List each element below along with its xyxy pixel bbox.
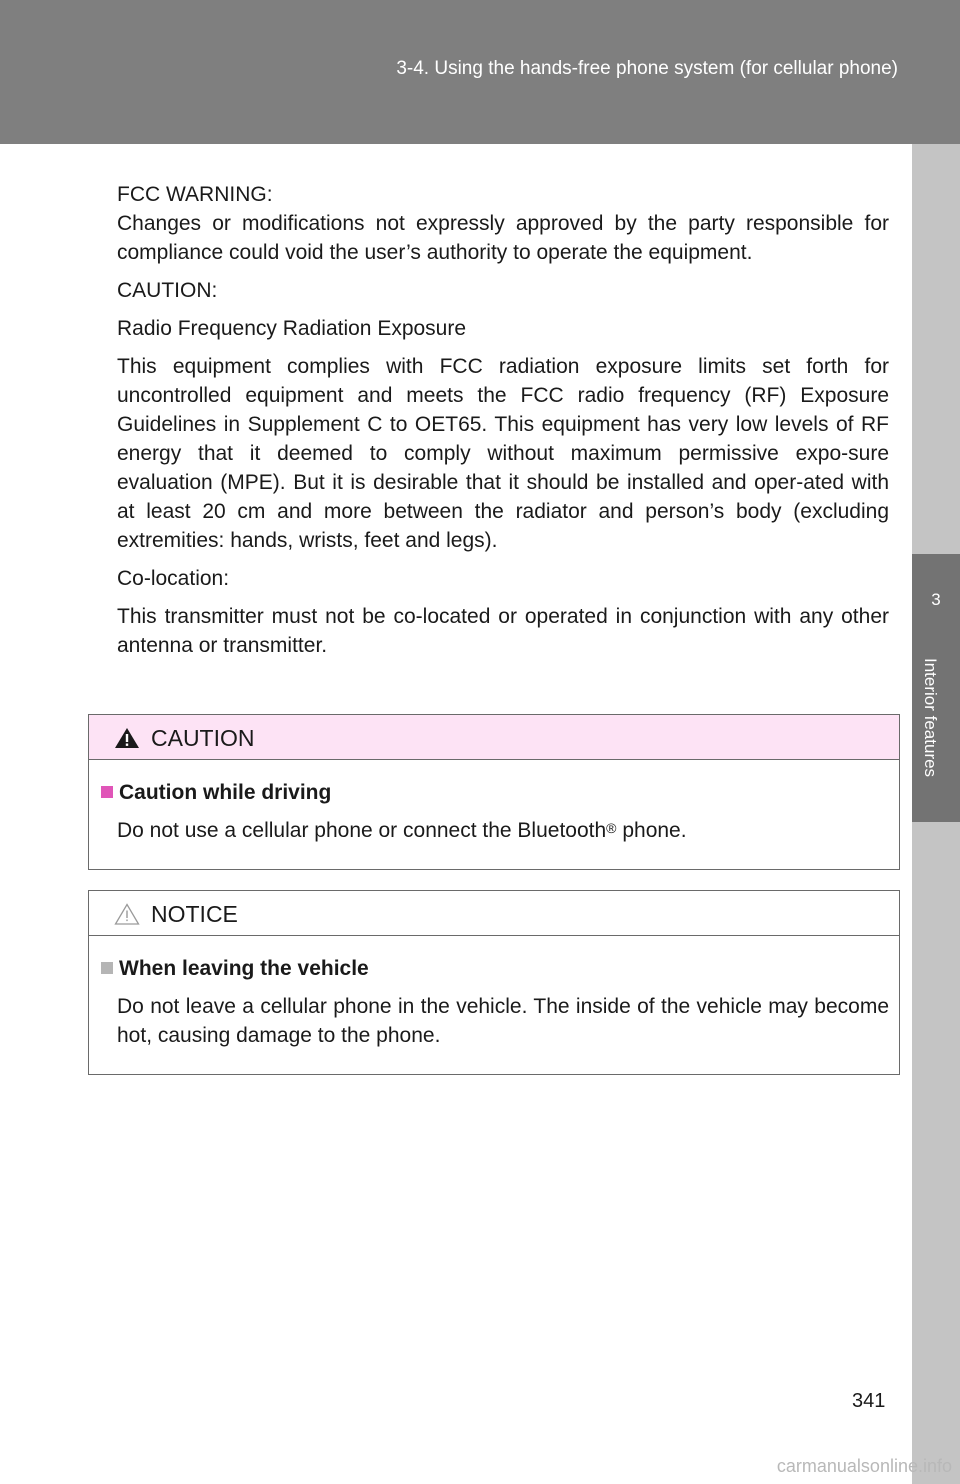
square-bullet-icon xyxy=(101,962,113,974)
section-title: 3-4. Using the hands-free phone system (for cellular phone) xyxy=(396,58,898,79)
notice-heading: When leaving the vehicle xyxy=(119,957,369,980)
main-text xyxy=(117,180,889,669)
warning-triangle-outline-icon xyxy=(114,903,140,930)
fcc-warning-text: Changes or modifications not expressly approved by the party responsible for compliance could void the user’s authority to operate the equipment. xyxy=(117,212,889,264)
notice-box xyxy=(88,890,900,1075)
colocation-text: This transmitter must not be co-located or operated in conjunction with any other antenna or transmitter. xyxy=(117,605,889,657)
square-bullet-icon xyxy=(101,786,113,798)
caution-heading: Caution while driving xyxy=(119,781,332,804)
caution-text: Do not use a cellular phone or connect the Bluetooth® phone. xyxy=(117,819,687,842)
caution-box-header xyxy=(89,715,899,760)
rf-text: This equipment complies with FCC radiation exposure limits set forth for uncontrolled equipment and meets the FCC radio frequency (RF) Exposure Guidelines in Supplement C to OET65. This equipment has very low levels of RF energy that it deemed to comply without maximum permissive expo-sure evaluation (MPE). But it is desirable that it should be installed and oper-ated with at least 20 cm and more between the radiator and person’s body (excluding extremities: hands, wrists, feet and legs). xyxy=(117,355,889,552)
caution-box-title: CAUTION xyxy=(151,725,255,751)
chapter-number: 3 xyxy=(931,590,941,609)
caution-label: CAUTION: xyxy=(117,279,218,302)
side-tab-upper xyxy=(912,144,960,554)
caution-box xyxy=(88,714,900,870)
warning-triangle-filled-icon xyxy=(114,727,140,754)
notice-text: Do not leave a cellular phone in the vehicle. The inside of the vehicle may become hot, causing damage to the phone. xyxy=(117,995,889,1047)
fcc-warning-label: FCC WARNING: xyxy=(117,183,273,206)
caution-box-body xyxy=(89,760,899,845)
notice-box-body xyxy=(89,936,899,1050)
watermark: carmanualsonline.info xyxy=(776,1456,952,1476)
chapter-tab xyxy=(912,554,960,822)
side-tab-lower xyxy=(912,822,960,1484)
chapter-label: Interior features xyxy=(921,658,940,778)
rf-title: Radio Frequency Radiation Exposure xyxy=(117,317,467,340)
colocation-label: Co-location: xyxy=(117,567,230,590)
page-header xyxy=(0,0,960,144)
registered-mark: ® xyxy=(606,820,617,836)
notice-box-header xyxy=(89,891,899,936)
notice-box-title: NOTICE xyxy=(151,901,238,927)
page-number: 341 xyxy=(852,1390,886,1412)
